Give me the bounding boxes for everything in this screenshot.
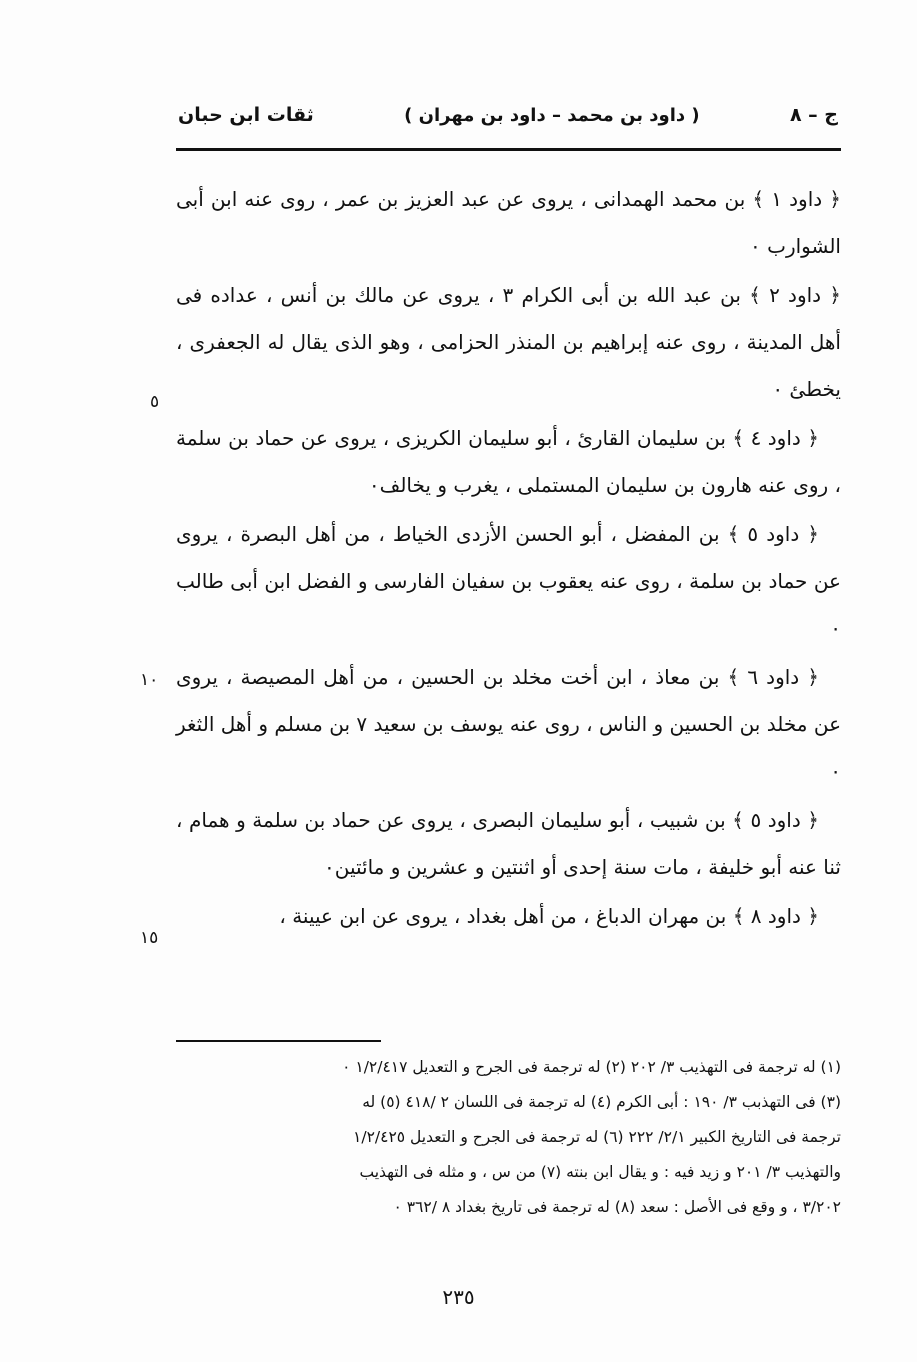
footnotes-block xyxy=(176,1050,841,1225)
footnote-line: ٣/٢٠٢ ، و وقع فى الأصل : سعد (٨) له ترجمة فى تاريخ بغداد ٨ /٣٦٢ ٠ xyxy=(393,1198,841,1216)
main-text-block xyxy=(176,176,841,942)
entry-paragraph: ﴿ داود ٢ ﴾ بن عبد الله بن أبى الكرام ٣ ، يروى عن مالك بن أنس ، عداده فى أهل المدينة ، روى عنه إبراهيم بن المنذر الحزامى ، وهو الذى يقال له الجعفرى ، يخطئ ٠ xyxy=(176,283,841,401)
footnote-line: والتهذيب ٣/ ٢٠١ و زيد فيه : و يقال ابن بنته (٧) من س ، و مثله فى التهذيب xyxy=(359,1163,841,1181)
header-book-title: ثقات ابن حبان xyxy=(178,104,314,126)
footnote-line: (٣) فى التهذبب ٣/ ١٩٠ : أبى الكرم (٤) له ترجمة فى اللسان ٢ /٤١٨ (٥) له xyxy=(362,1093,841,1111)
header-divider xyxy=(176,148,841,151)
entry-paragraph: ﴿ داود ٥ ﴾ بن شبيب ، أبو سليمان البصرى ، يروى عن حماد بن سلمة و همام ، ثنا عنه أبو خليفة ، مات سنة إحدى أو اثنتين و عشرين و مائتين٠ xyxy=(176,808,841,879)
entry-paragraph: ﴿ داود ١ ﴾ بن محمد الهمدانى ، يروى عن عبد العزيز بن عمر ، روى عنه ابن أبى الشوارب ٠ xyxy=(176,187,841,258)
line-number-marker: ١٥ xyxy=(140,928,159,948)
entry-paragraph: ﴿ داود ٨ ﴾ بن مهران الدباغ ، من أهل بغداد ، يروى عن ابن عيينة ، xyxy=(279,904,819,928)
footnote-line: ترجمة فى التاريخ الكبير ٢/١/ ٢٢٢ (٦) له ترجمة فى الجرح و التعديل ١/٢/٤٢٥ xyxy=(353,1128,841,1146)
entry-paragraph: ﴿ داود ٥ ﴾ بن المفضل ، أبو الحسن الأزدى الخياط ، من أهل البصرة ، يروى عن حماد بن سلمة ، روى عنه يعقوب بن سفيان الفارسى و الفضل ابن أبى طالب ٠ xyxy=(176,522,841,640)
header-section-range: ( داود بن محمد – داود بن مهران ) xyxy=(404,105,700,126)
header-volume: ج – ٨ xyxy=(789,104,838,126)
footnote-divider xyxy=(176,1040,381,1042)
footnote-line: (١) له ترجمة فى التهذيب ٣/ ٢٠٢ (٢) له ترجمة فى الجرح و التعديل ١/٢/٤١٧ ٠ xyxy=(342,1058,841,1076)
entry-paragraph: ﴿ داود ٤ ﴾ بن سليمان القارئ ، أبو سليمان الكريزى ، يروى عن حماد بن سلمة ، روى عنه هارون بن سليمان المستملى ، يغرب و يخالف٠ xyxy=(176,426,841,497)
line-number-marker: ١٠ xyxy=(140,670,159,690)
page-number: ٢٣٥ xyxy=(442,1285,475,1309)
line-number-marker: ٥ xyxy=(150,392,160,412)
page-header xyxy=(178,104,838,126)
entry-paragraph: ﴿ داود ٦ ﴾ بن معاذ ، ابن أخت مخلد بن الحسين ، من أهل المصيصة ، يروى عن مخلد بن الحسين و الناس ، روى عنه يوسف بن سعيد ٧ بن مسلم و أهل الثغر ٠ xyxy=(176,665,842,783)
